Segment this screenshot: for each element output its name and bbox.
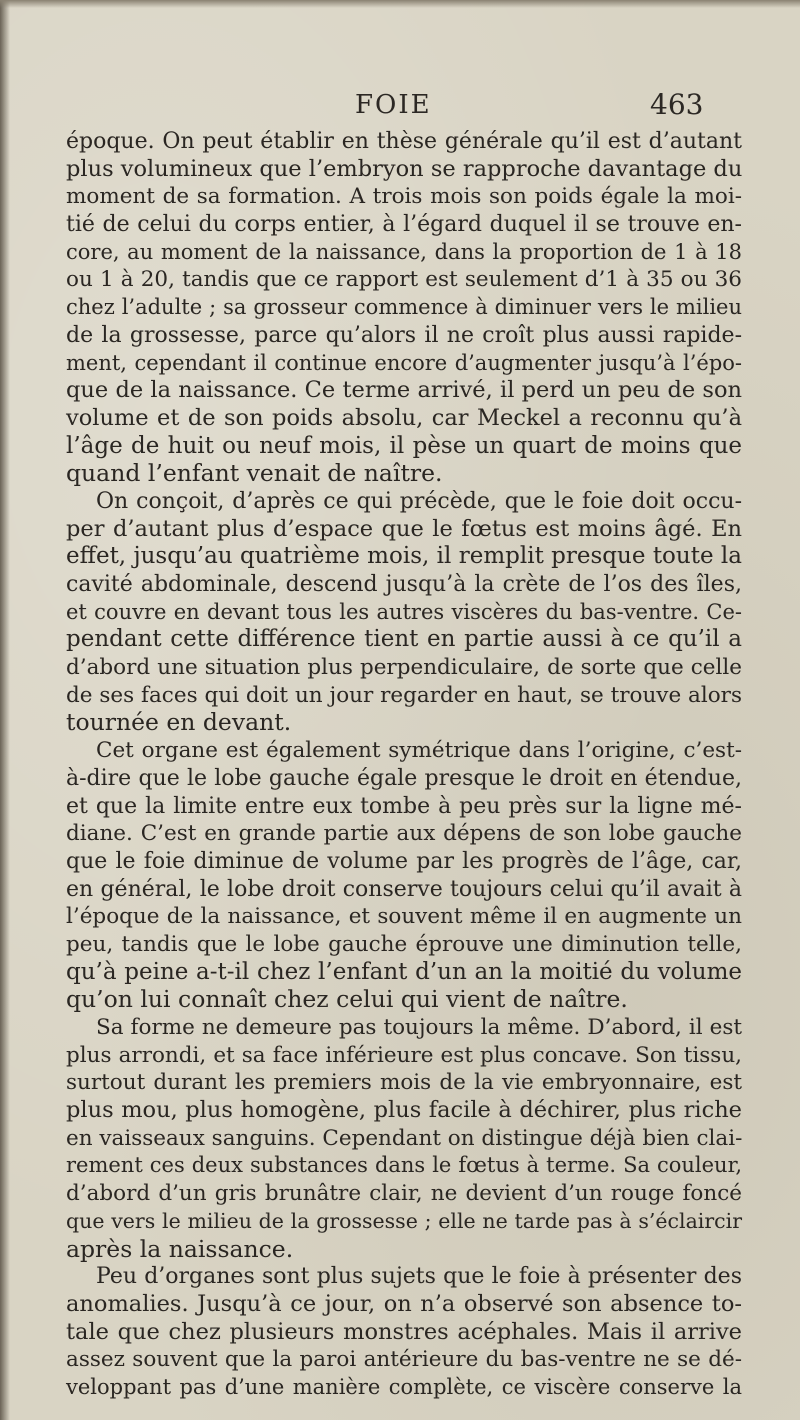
text-line: rement ces deux substances dans le fœtus à terme. Sa couleur, [66, 1153, 742, 1178]
text-line: en général, le lobe droit conserve toujours celui qu’il avait à [66, 876, 742, 902]
text-line: que vers le milieu de la grossesse ; elle ne tarde pas à s’éclaircir [66, 1208, 742, 1233]
text-line: d’abord d’un gris brunâtre clair, ne devient d’un rouge foncé [66, 1181, 742, 1207]
text-line: cavité abdominale, descend jusqu’à la crète de l’os des îles, [66, 572, 742, 597]
paragraph-last-line: tournée en devant. [66, 708, 292, 737]
text-line: surtout durant les premiers mois de la vie embryonnaire, est [66, 1070, 742, 1096]
paragraph-last-line: après la naissance. [66, 1234, 294, 1263]
text-line: à-dire que le lobe gauche égale presque le droit en étendue, [66, 765, 742, 791]
text-line: plus volumineux que l’embryon se rapproche davantage du [66, 155, 743, 182]
text-line: l’âge de huit ou neuf mois, il pèse un quart de moins que [66, 432, 742, 459]
text-line: l’époque de la naissance, et souvent même il en augmente un [66, 904, 742, 930]
text-line: pendant cette différence tient en partie aussi à ce qu’il a [66, 626, 742, 653]
paragraph-first-line: Peu d’organes sont plus sujets que le foie à présenter des [96, 1264, 742, 1290]
text-line: core, au moment de la naissance, dans la proportion de 1 à 18 [66, 239, 742, 264]
text-line: assez souvent que la paroi antérieure du bas-ventre ne se dé- [66, 1347, 742, 1373]
text-line: tale que chez plusieurs monstres acéphales. Mais il arrive [66, 1318, 742, 1345]
paragraph-last-line: qu’on lui connaît chez celui qui vient de naître. [66, 985, 628, 1014]
text-line: plus mou, plus homogène, plus facile à déchirer, plus riche [66, 1097, 742, 1124]
paragraph-first-line: Sa forme ne demeure pas toujours la même. D’abord, il est [96, 1015, 742, 1040]
paragraph-last-line: quand l’enfant venait de naître. [66, 459, 443, 488]
text-line: peu, tandis que le lobe gauche éprouve une diminution telle, [66, 931, 742, 957]
page-header [0, 88, 800, 128]
paragraph-first-line: Cet organe est également symétrique dans l’origine, c’est- [96, 738, 742, 764]
text-line: effet, jusqu’au quatrième mois, il remplit presque toute la [66, 543, 742, 570]
text-line: en vaisseaux sanguins. Cependant on distingue déjà bien clai- [66, 1125, 743, 1151]
text-line: veloppant pas d’une manière complète, ce viscère conserve la [66, 1374, 742, 1399]
text-line: moment de sa formation. A trois mois son poids égale la moi- [66, 184, 742, 210]
running-title: FOIE [355, 90, 432, 120]
text-line: que le foie diminue de volume par les progrès de l’âge, car, [66, 848, 742, 874]
text-line: ou 1 à 20, tandis que ce rapport est seulement d’1 à 35 ou 36 [66, 267, 742, 293]
text-line: tié de celui du corps entier, à l’égard duquel il se trouve en- [66, 212, 742, 238]
text-line: chez l’adulte ; sa grosseur commence à diminuer vers le milieu [66, 295, 742, 320]
text-line: de la grossesse, parce qu’alors il ne croît plus aussi rapide- [66, 322, 742, 348]
text-line: volume et de son poids absolu, car Meckel a reconnu qu’à [66, 404, 742, 431]
text-line: plus arrondi, et sa face inférieure est plus concave. Son tissu, [66, 1042, 742, 1068]
text-line: per d’autant plus d’espace que le fœtus est moins âgé. En [66, 515, 742, 542]
page-number: 463 [650, 88, 704, 121]
paragraph-first-line: On conçoit, d’après ce qui précède, que le foie doit occu- [96, 488, 742, 514]
text-line: diane. C’est en grande partie aux dépens de son lobe gauche [66, 821, 742, 847]
page-binding-shadow [0, 0, 10, 1420]
body-text [66, 128, 742, 1402]
text-line: et que la limite entre eux tombe à peu près sur la ligne mé- [66, 793, 742, 819]
text-line: et couvre en devant tous les autres viscères du bas-ventre. Ce- [66, 599, 742, 624]
text-line: anomalies. Jusqu’à ce jour, on n’a observé son absence to- [66, 1290, 742, 1317]
text-line: de ses faces qui doit un jour regarder en haut, se trouve alors [66, 682, 742, 708]
text-line: d’abord une situation plus perpendiculaire, de sorte que celle [66, 655, 742, 681]
page-top-edge [0, 0, 800, 8]
text-line: époque. On peut établir en thèse générale qu’il est d’autant [66, 129, 742, 154]
text-line: que de la naissance. Ce terme arrivé, il perd un peu de son [66, 377, 742, 404]
text-line: qu’à peine a-t-il chez l’enfant d’un an la moitié du volume [66, 958, 742, 985]
text-line: ment, cependant il continue encore d’augmenter jusqu’à l’épo- [66, 350, 742, 375]
